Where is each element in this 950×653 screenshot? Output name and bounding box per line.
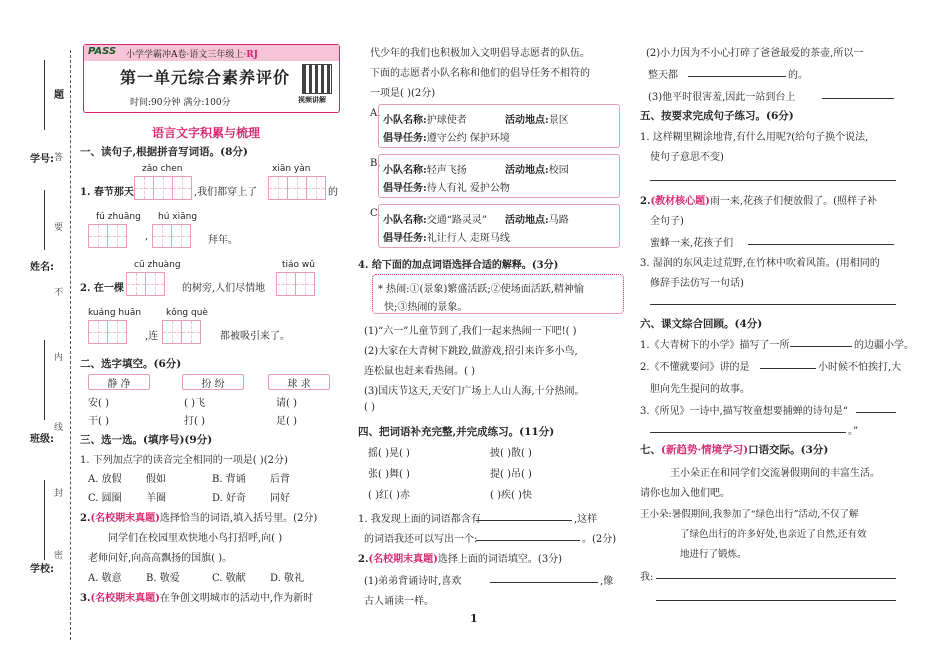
char-box[interactable] bbox=[134, 176, 154, 200]
option[interactable]: 后背 bbox=[270, 474, 290, 485]
pinyin: hú xiāng bbox=[158, 212, 198, 222]
char-box[interactable] bbox=[153, 176, 173, 200]
pinyin: fú zhuāng bbox=[96, 212, 141, 222]
answer-line[interactable] bbox=[822, 98, 894, 99]
s7-text: 王小朵正在和同学们交流暑假期间的丰富生活。 bbox=[670, 468, 880, 479]
answer-line[interactable] bbox=[650, 180, 896, 181]
s7-dialog: 王小朵:暑假期间,我参加了“绿色出行”活动,不仅了解 bbox=[640, 509, 859, 520]
fill-word[interactable]: 张( )舞( ) bbox=[368, 469, 410, 480]
name-line bbox=[44, 190, 45, 250]
class-line bbox=[44, 340, 45, 420]
char-box[interactable] bbox=[152, 224, 172, 248]
s6-q2: 胆向先生提问的故事。 bbox=[650, 384, 750, 395]
pinyin: zǎo chen bbox=[142, 164, 183, 174]
s5-title: 五、按要求完成句子练习。(6分) bbox=[640, 110, 794, 122]
char-box[interactable] bbox=[172, 176, 192, 200]
option[interactable]: 同好 bbox=[270, 493, 290, 504]
char-box[interactable] bbox=[276, 272, 296, 296]
series-bar bbox=[84, 45, 339, 61]
s1-q2-text: 2. 在一棵 bbox=[80, 283, 124, 294]
margin-inner: 内 bbox=[54, 353, 64, 363]
fill-word[interactable]: 披( )散( ) bbox=[490, 448, 532, 459]
fill-blank[interactable]: ( )飞 bbox=[184, 398, 205, 409]
option[interactable]: D. 好奇 bbox=[212, 493, 247, 504]
student-id-line bbox=[44, 60, 45, 130]
s7-title: 七、(新趋势·情境学习)口语交际。(3分) bbox=[640, 444, 829, 456]
s1-q2-text: 都被吸引来了。 bbox=[220, 331, 290, 342]
answer-line[interactable] bbox=[650, 304, 896, 305]
char-box[interactable] bbox=[171, 224, 191, 248]
s1-q2-text: ,连 bbox=[145, 331, 159, 342]
s6-q3: 3.《所见》一诗中,描写牧童想要捕蝉的诗句是“ bbox=[640, 406, 848, 417]
word-option-box: 球 求 bbox=[268, 374, 330, 390]
s5-q2: 2.(教材核心题)雨一来,花孩子们便放假了。(照样子补 bbox=[640, 196, 878, 207]
s6-q3: 。” bbox=[848, 426, 859, 437]
fill-word[interactable]: 摇( )晃( ) bbox=[368, 448, 410, 459]
s6-q2: 2.《不懂就要问》讲的是 bbox=[640, 362, 750, 373]
s4-q1: 1. 我发现上面的词语都含有 bbox=[358, 514, 481, 525]
s1-q1-text: ,我们都穿上了 bbox=[194, 187, 258, 198]
sentence: (3)国庆节这天,天安门广场上人山人海,十分热闹。 bbox=[364, 386, 585, 397]
answer-line[interactable] bbox=[476, 540, 580, 541]
s6-title: 六、课文综合回顾。(4分) bbox=[640, 318, 763, 330]
answer-line[interactable] bbox=[650, 432, 846, 433]
answer-line[interactable] bbox=[688, 76, 786, 77]
s4-q2: 2.(名校期末真题)选择上面的词语填空。(3分) bbox=[358, 554, 563, 565]
volunteer-card-b: 小队名称:轻声飞扬 活动地点:校园 倡导任务:待人有礼 爱护公物 bbox=[378, 154, 620, 198]
s1-q1-text: 1. 春节那天 bbox=[80, 187, 134, 198]
s1-q2-text: 的树旁,人们尽情地 bbox=[182, 283, 266, 294]
exam-title: 第一单元综合素养评价 bbox=[120, 68, 291, 87]
exam-meta: 时间:90分钟 满分:100分 bbox=[130, 98, 231, 108]
fill-word[interactable]: 提( )吊( ) bbox=[490, 469, 532, 480]
s1-q1-text: 拜年。 bbox=[208, 235, 238, 246]
fill-blank[interactable]: 足( ) bbox=[276, 416, 297, 427]
margin-mi: 密 bbox=[54, 551, 64, 561]
s4-q2-text: ,像 bbox=[600, 576, 614, 587]
card-key[interactable]: C. bbox=[370, 208, 381, 219]
answer-line[interactable] bbox=[490, 582, 598, 583]
sentence: (2)大家在大青树下跳跤,做游戏,招引来许多小鸟, bbox=[364, 346, 578, 357]
char-box[interactable] bbox=[126, 272, 146, 296]
mid-text: 一项是( )(2分) bbox=[370, 88, 436, 99]
option[interactable]: C. 敬献 bbox=[212, 573, 246, 584]
volunteer-card-c: 小队名称:交通“路灵灵” 活动地点:马路 倡导任务:礼让行人 走斑马线 bbox=[378, 204, 620, 248]
option[interactable]: B. 敬爱 bbox=[146, 573, 180, 584]
fill-blank[interactable]: 安( ) bbox=[88, 398, 109, 409]
word-option-box: 静 净 bbox=[88, 374, 150, 390]
option[interactable]: A. 敬意 bbox=[88, 573, 122, 584]
mid-text: 下面的志愿者小队名称和他们的倡导任务不相符的 bbox=[370, 68, 590, 79]
s4-title: 四、把词语补充完整,并完成练习。(11分) bbox=[358, 426, 555, 438]
sentence: (1)“六一”儿童节到了,我们一起来热闹一下吧!( ) bbox=[364, 326, 577, 337]
s7-dialog: 了绿色出行的许多好处,也亲近了自然,还有效 bbox=[680, 529, 867, 540]
fill-blank[interactable]: 干( ) bbox=[88, 416, 109, 427]
margin-answer: 答 bbox=[54, 153, 64, 163]
pinyin: kuáng huān bbox=[88, 308, 142, 318]
answer-line[interactable] bbox=[476, 520, 572, 521]
margin-topic: 题 bbox=[54, 90, 64, 101]
fill-blank[interactable]: 请( ) bbox=[276, 398, 297, 409]
s4-q1: ,这样 bbox=[574, 514, 598, 525]
qr-code-icon[interactable] bbox=[302, 64, 332, 94]
s5-q2: 蜜蜂一来,花孩子们 bbox=[650, 238, 734, 249]
option[interactable]: C. 圆圈 bbox=[88, 493, 122, 504]
sentence: 连松鼠也赶来看热闹。( ) bbox=[364, 366, 475, 377]
s6-q1: 1.《大青树下的小学》描写了一所 bbox=[640, 340, 790, 351]
s6-q1: 的边疆小学。 bbox=[854, 340, 914, 351]
school-line bbox=[44, 480, 45, 560]
sentence[interactable]: ( ) bbox=[364, 402, 375, 413]
s7-dialog: 地进行了锻炼。 bbox=[680, 549, 747, 560]
char-box[interactable] bbox=[162, 320, 182, 344]
s1-title: 一、读句子,根据拼音写词语。(8分) bbox=[80, 146, 248, 158]
s4-q2-text: 古人诵读一样。 bbox=[364, 596, 434, 607]
s5-q3: 修辞手法仿写一句话) bbox=[650, 278, 744, 289]
s5-q1: 1. 这样糊里糊涂地背,有什么用呢?(给句子换个说法, bbox=[640, 132, 869, 143]
page-number: 1 bbox=[470, 612, 478, 625]
char-box[interactable] bbox=[287, 176, 307, 200]
s7-text: 请你也加入他们吧。 bbox=[640, 488, 730, 499]
char-box[interactable] bbox=[145, 272, 165, 296]
margin-seal: 封 bbox=[54, 489, 64, 499]
pinyin: kǒng què bbox=[166, 308, 208, 318]
s6-q2: 小时候不怕挨打,大 bbox=[818, 362, 902, 373]
margin-no: 不 bbox=[54, 288, 64, 298]
char-box[interactable] bbox=[107, 320, 127, 344]
option[interactable]: D. 敬礼 bbox=[270, 573, 305, 584]
fill-word[interactable]: ( )疾( )快 bbox=[490, 490, 532, 501]
right-text: (2)小力因为不小心打碎了爸爸最爱的茶壶,所以一 bbox=[646, 48, 864, 59]
card-key[interactable]: A. bbox=[370, 108, 381, 119]
definition-text: * 热闹:①(景象)繁盛活跃;②使场面活跃,精神愉 bbox=[378, 284, 584, 295]
school-label: 学校: bbox=[30, 564, 54, 575]
q4-title: 4. 给下面的加点词语选择合适的解释。(3分) bbox=[358, 260, 559, 271]
answer-line[interactable] bbox=[748, 244, 894, 245]
option[interactable]: 羊圈 bbox=[146, 493, 166, 504]
s3-q2: 2.(名校期末真题)选择恰当的词语,填入括号里。(2分) bbox=[80, 513, 318, 524]
answer-line[interactable] bbox=[790, 346, 852, 347]
right-text: (3)他平时很害羞,因此一站到台上 bbox=[648, 92, 796, 103]
char-box[interactable] bbox=[88, 224, 108, 248]
class-label: 班级: bbox=[30, 434, 54, 445]
mid-text: 代少年的我们也积极加入文明倡导志愿者的队伍。 bbox=[370, 48, 590, 59]
s4-q2-text: (1)弟弟背诵诗时,喜欢 bbox=[364, 576, 462, 587]
char-box[interactable] bbox=[268, 176, 288, 200]
answer-line[interactable] bbox=[856, 412, 896, 413]
answer-line[interactable] bbox=[760, 368, 816, 369]
brand-logo: PASS bbox=[88, 46, 117, 57]
answer-line[interactable] bbox=[656, 600, 896, 601]
definition-text: 快;③热闹的景象。 bbox=[384, 302, 468, 313]
option[interactable]: B. 背诵 bbox=[212, 474, 246, 485]
right-text: 整天都 bbox=[648, 70, 678, 81]
s1-q1-text: , bbox=[145, 231, 149, 242]
pinyin: xiān yàn bbox=[272, 164, 311, 174]
s3-title: 三、选一选。(填序号)(9分) bbox=[80, 434, 213, 446]
name-label: 姓名: bbox=[30, 262, 54, 273]
s5-q3: 3. 湿润的东风走过荒野,在竹林中吹着风笛。(用相同的 bbox=[640, 258, 880, 269]
pinyin: tiáo wǔ bbox=[282, 260, 315, 270]
margin-yao: 要 bbox=[54, 223, 64, 233]
char-box[interactable] bbox=[306, 176, 326, 200]
s3-q1: 1. 下列加点字的读音完全相同的一项是( )(2分) bbox=[80, 455, 288, 466]
fill-word[interactable]: ( )红( )赤 bbox=[368, 490, 410, 501]
s5-q1: 使句子意思不变) bbox=[650, 152, 724, 163]
binding-line bbox=[70, 50, 71, 640]
char-box[interactable] bbox=[88, 320, 108, 344]
char-box[interactable] bbox=[295, 272, 315, 296]
s4-q1: 的词语我还可以写出一个: bbox=[364, 534, 478, 545]
section-title: 语言文字积累与梳理 bbox=[152, 126, 261, 140]
volunteer-card-a: 小队名称:护球使者 活动地点:景区 倡导任务:遵守公约 保护环境 bbox=[378, 104, 620, 148]
exam-header bbox=[83, 44, 340, 113]
margin-line-char: 线 bbox=[54, 423, 64, 433]
s3-q3: 3.(名校期末真题)在争创文明城市的活动中,作为新时 bbox=[80, 593, 314, 604]
char-box[interactable] bbox=[107, 224, 127, 248]
s1-q1-text: 的 bbox=[328, 187, 338, 198]
s5-q2: 全句子) bbox=[650, 216, 684, 227]
fill-blank[interactable]: 打( ) bbox=[184, 416, 205, 427]
video-label: 视频讲解 bbox=[298, 95, 326, 104]
option[interactable]: 假如 bbox=[146, 474, 166, 485]
answer-line[interactable] bbox=[656, 578, 896, 579]
right-text: 的。 bbox=[788, 70, 808, 81]
s3-q2-text: 同学们在校园里欢快地小鸟打招呼,向( ) bbox=[108, 533, 283, 544]
char-box[interactable] bbox=[181, 320, 201, 344]
option[interactable]: A. 放假 bbox=[88, 474, 122, 485]
s4-q1: 。(2分) bbox=[582, 534, 617, 545]
student-id-label: 学号: bbox=[30, 154, 54, 165]
s2-title: 二、选字填空。(6分) bbox=[80, 358, 182, 370]
s7-me-label: 我: bbox=[640, 572, 654, 583]
pinyin: cū zhuàng bbox=[134, 260, 181, 270]
s3-q2-text: 老师问好,向高高飘扬的国旗( )。 bbox=[88, 553, 233, 564]
series-label: 小学学霸冲A卷·语文三年级上·RJ bbox=[126, 50, 258, 60]
card-key[interactable]: B. bbox=[370, 158, 381, 169]
word-option-box: 扮 纷 bbox=[182, 374, 244, 390]
